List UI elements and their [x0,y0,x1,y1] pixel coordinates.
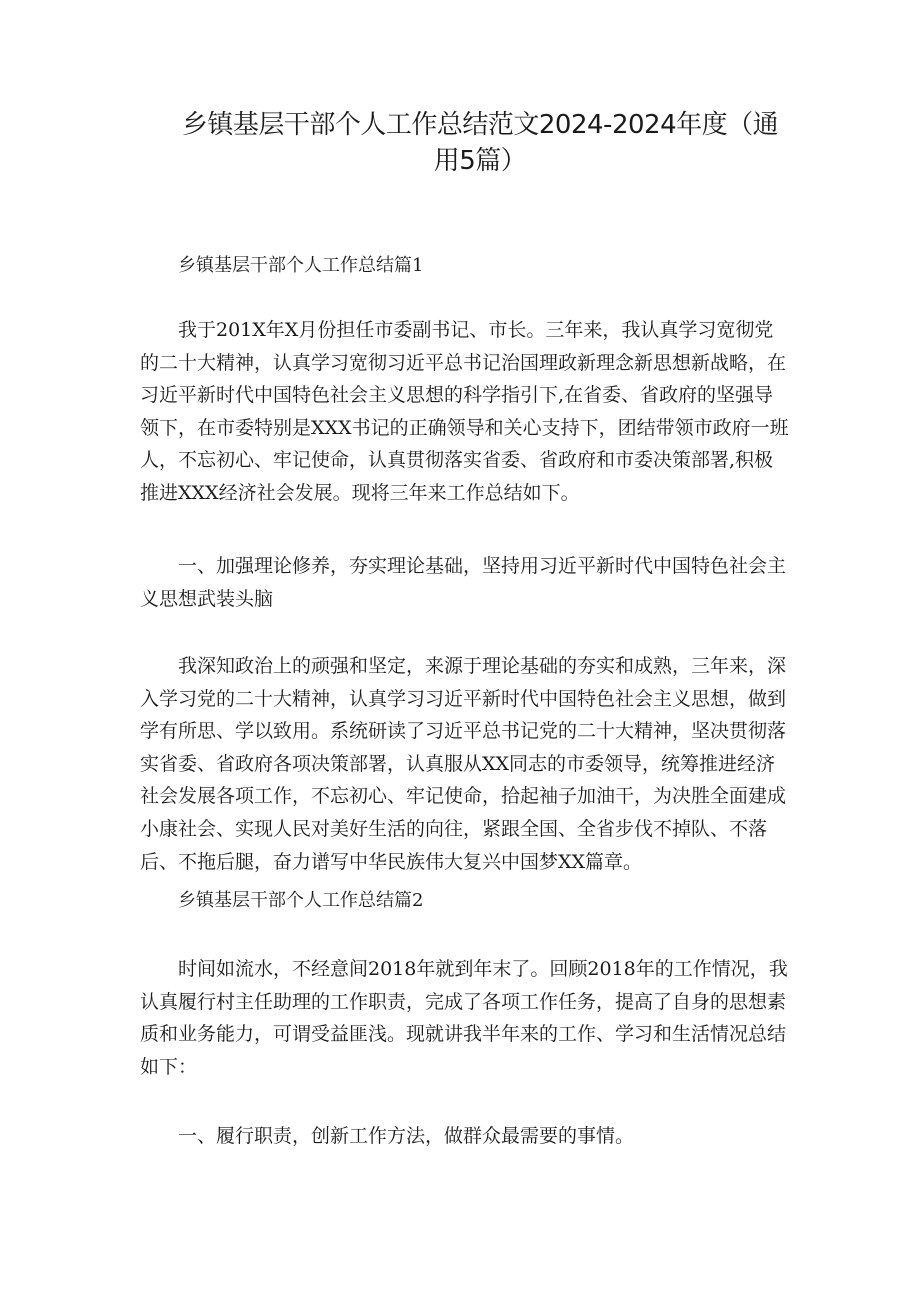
paragraph-2-1: 时间如流水，不经意间2018年就到年末了。回顾2018年的工作情况，我认真履行村主任助理的工作职责，完成了各项工作任务，提高了自身的思想素质和业务能力，可谓受益匪浅。现就讲我半年来的工作、学习和生活情况总结如下： [140,958,788,1078]
paragraph-1-1: 我于201X年X月份担任市委副书记、市长。三年来，我认真学习宽彻党的二十大精神，认真学习宽彻习近平总书记治国理政新理念新思想新战略，在习近平新时代中国特色社会主义思想的科学指引下,在省委、省政府的坚强导领下，在市委特别是XXX书记的正确领导和关心支持下，团结带领市政府一班人，不忘初心、牢记使命，认真贯彻落实省委、省政府和市委决策部署,积极推进XXX经济社会发展。现将三年来工作总结如下。 [140,319,789,504]
paragraph-1-3: 我深知政治上的顽强和坚定，来源于理论基础的夯实和成熟，三年来，深入学习党的二十大精神，认真学习习近平新时代中国特色社会主义思想，做到学有所思、学以致用。系统研读了习近平总书记党的二十大精神，坚决贯彻落实省委、省政府各项决策部署，认真服从XX同志的市委领导，统筹推进经济社会发展各项工作，不忘初心、牢记使命，拾起袖子加油干，为决胜全面建成小康社会、实现人民对美好生活的向往，紧跟全国、全省步伐不掉队、不落后、不拖后腿，奋力谱写中华民族伟大复兴中国梦XX篇章。 [140,655,787,873]
paragraph-1-2: 一、加强理论修养，夯实理论基础，坚持用习近平新时代中国特色社会主义思想武装头脑 [140,555,787,610]
paragraph-2-2: 一、履行职责，创新工作方法，做群众最需要的事情。 [178,1125,635,1147]
section-heading-1: 乡镇基层干部个人工作总结篇1 [178,255,424,276]
document-title: 乡镇基层干部个人工作总结范文2024-2024年度（通用5篇） [181,110,779,176]
section-heading-2: 乡镇基层干部个人工作总结篇2 [178,890,424,911]
